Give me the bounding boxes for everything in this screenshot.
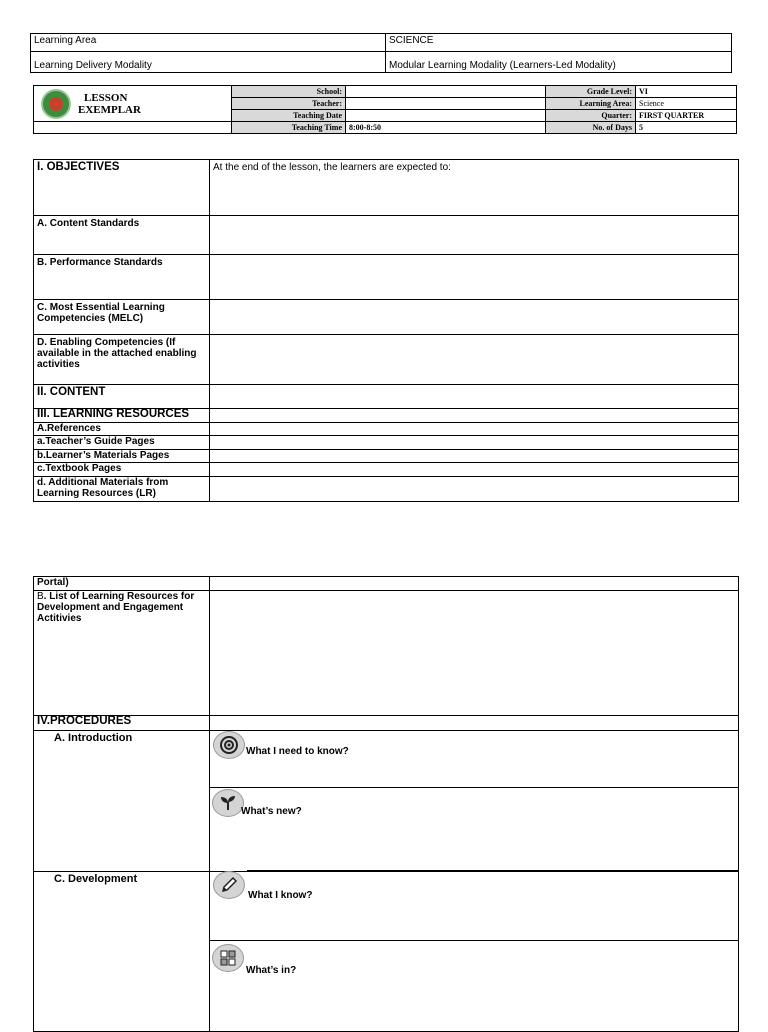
grade-level-value: VI bbox=[636, 86, 737, 98]
learning-area-label: Learning Area bbox=[31, 34, 386, 52]
learning-area-header-value: Science bbox=[636, 98, 737, 110]
procedures-table bbox=[33, 576, 739, 1032]
portal-value bbox=[210, 577, 739, 591]
list-text: . List of Learning Resources for Development and Engagement Actitivies bbox=[37, 591, 195, 624]
dev-divider bbox=[209, 940, 739, 941]
pencil-icon bbox=[213, 871, 245, 899]
quarter-value: FIRST QUARTER bbox=[636, 110, 737, 122]
intro-top-line bbox=[247, 730, 739, 731]
delivery-info-table bbox=[30, 33, 732, 73]
performance-standards-value bbox=[210, 255, 739, 300]
enabling-competencies-value bbox=[210, 335, 739, 385]
introduction-label: A. Introduction bbox=[34, 731, 210, 872]
content-heading: II. CONTENT bbox=[34, 385, 210, 409]
list-letter: B bbox=[37, 591, 44, 602]
list-of-resources-value bbox=[210, 591, 739, 716]
learning-area-header-label: Learning Area: bbox=[546, 98, 636, 110]
procedures-value bbox=[210, 716, 739, 731]
objectives-table bbox=[33, 159, 739, 502]
what-i-know-label: What I know? bbox=[248, 890, 313, 901]
learners-materials-value bbox=[210, 450, 739, 463]
whats-in-label: What’s in? bbox=[246, 965, 297, 976]
lesson-exemplar-title bbox=[78, 92, 141, 116]
seedling-icon bbox=[212, 789, 244, 817]
quarter-label: Quarter: bbox=[546, 110, 636, 122]
what-i-need-to-know-label: What I need to know? bbox=[246, 746, 349, 757]
teacher-label: Teacher: bbox=[232, 98, 346, 110]
objectives-intro: At the end of the lesson, the learners are expected to: bbox=[210, 160, 739, 216]
content-standards-value bbox=[210, 216, 739, 255]
teachers-guide-label: a.Teacher’s Guide Pages bbox=[34, 436, 210, 450]
modality-value: Modular Learning Modality (Learners-Led Modality) bbox=[386, 52, 732, 73]
content-standards-label: A. Content Standards bbox=[34, 216, 210, 255]
deped-seal-icon bbox=[41, 89, 71, 119]
content-value bbox=[210, 385, 739, 409]
header-empty-cell bbox=[34, 122, 232, 134]
enabling-competencies-label: D. Enabling Competencies (If available in the attached enabling activities bbox=[34, 335, 210, 385]
header-logo-cell bbox=[34, 86, 232, 122]
grade-level-label: Grade Level: bbox=[546, 86, 636, 98]
days-label: No. of Days bbox=[546, 122, 636, 134]
learning-area-value: SCIENCE bbox=[386, 34, 732, 52]
modality-label: Learning Delivery Modality bbox=[31, 52, 386, 73]
references-value bbox=[210, 423, 739, 436]
title-line-1: LESSON bbox=[84, 92, 128, 104]
development-label: C. Development bbox=[34, 872, 210, 1032]
days-value: 5 bbox=[636, 122, 737, 134]
performance-standards-label: B. Performance Standards bbox=[34, 255, 210, 300]
intro-divider bbox=[209, 787, 739, 788]
title-line-2: EXEMPLAR bbox=[78, 104, 141, 116]
target-icon bbox=[213, 731, 245, 759]
melc-label: C. Most Essential Learning Competencies (MELC) bbox=[34, 300, 210, 335]
list-of-resources-label bbox=[34, 591, 210, 716]
procedures-heading: IV.PROCEDURES bbox=[34, 716, 210, 731]
portal-label: Portal) bbox=[34, 577, 210, 591]
teaching-time-value: 8:00-8:50 bbox=[346, 122, 546, 134]
school-label: School: bbox=[232, 86, 346, 98]
puzzle-icon bbox=[212, 944, 244, 972]
whats-new-label: What’s new? bbox=[241, 806, 302, 817]
references-label: A.References bbox=[34, 423, 210, 436]
objectives-heading: I. OBJECTIVES bbox=[34, 160, 210, 216]
teachers-guide-value bbox=[210, 436, 739, 450]
additional-materials-value bbox=[210, 477, 739, 502]
melc-value bbox=[210, 300, 739, 335]
teaching-date-value bbox=[346, 110, 546, 122]
teacher-value bbox=[346, 98, 546, 110]
teaching-time-label: Teaching Time bbox=[232, 122, 346, 134]
learners-materials-label: b.Learner’s Materials Pages bbox=[34, 450, 210, 463]
lesson-exemplar-header bbox=[33, 85, 737, 134]
additional-materials-label: d. Additional Materials from Learning Resources (LR) bbox=[34, 477, 210, 502]
textbook-pages-value bbox=[210, 463, 739, 477]
school-value bbox=[346, 86, 546, 98]
dev-top-line bbox=[247, 870, 739, 871]
teaching-date-label: Teaching Date bbox=[232, 110, 346, 122]
textbook-pages-label: c.Textbook Pages bbox=[34, 463, 210, 477]
learning-resources-value bbox=[210, 409, 739, 423]
learning-resources-heading: III. LEARNING RESOURCES bbox=[34, 409, 210, 423]
